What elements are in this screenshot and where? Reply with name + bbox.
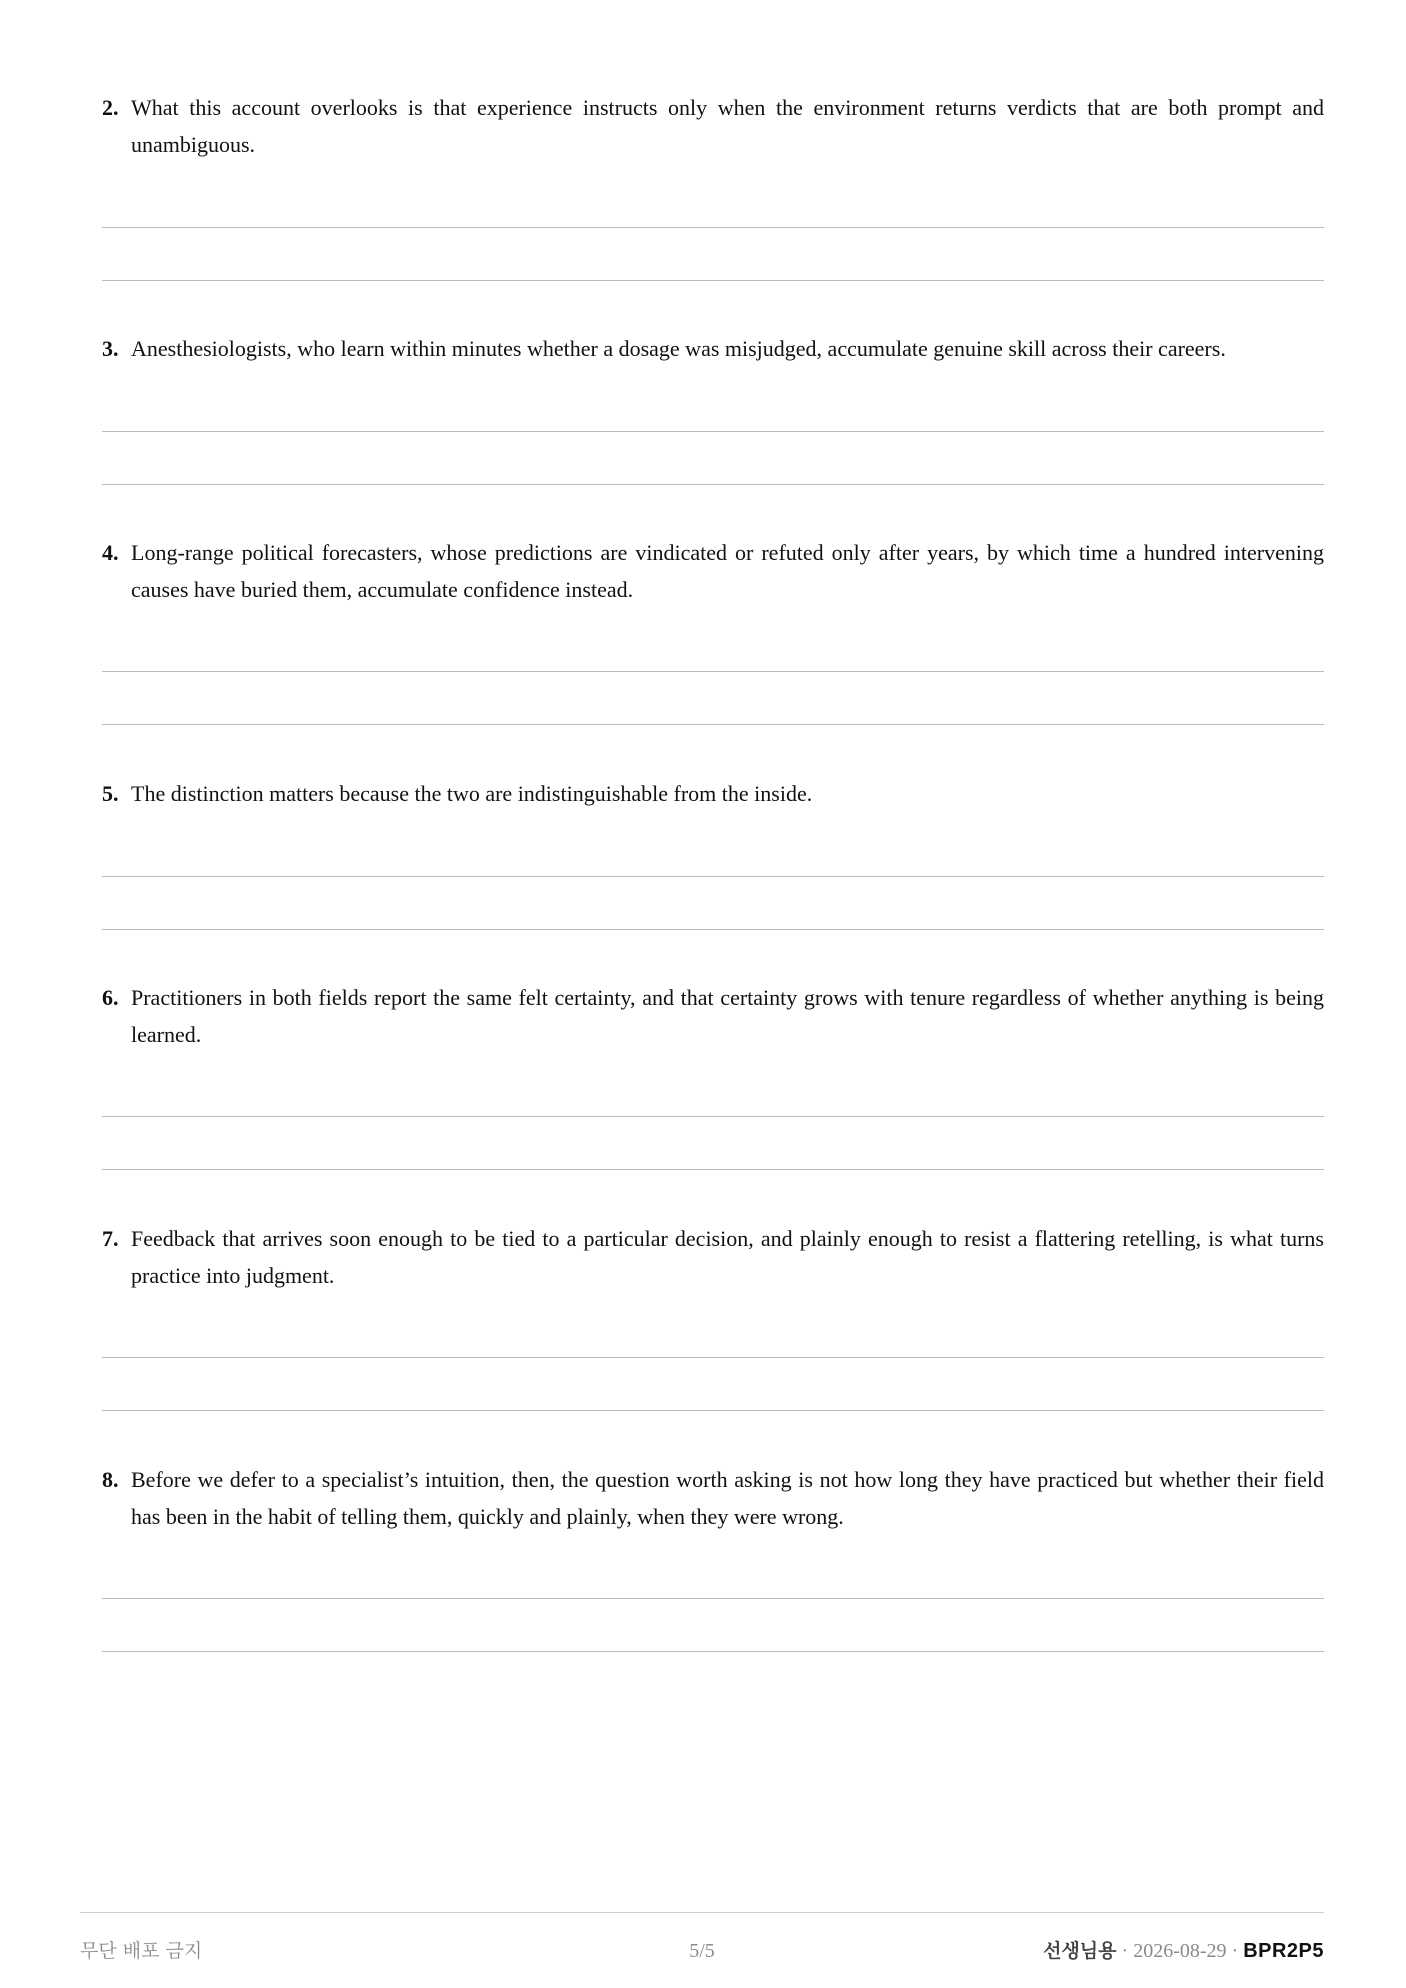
question-text: Practitioners in both fields report the same felt certainty, and that certainty grows with tenure regardless of whether anything is being learned. (131, 985, 1324, 1047)
question-text: Long-range political forecasters, whose predictions are vindicated or refuted only after years, by which time a hundred intervening causes have buried them, accumulate confidence instead. (131, 540, 1324, 602)
question-text: Feedback that arrives soon enough to be tied to a particular decision, and plainly enough to resist a flattering retelling, is what turns practice into judgment. (131, 1226, 1324, 1288)
question-item (102, 89, 1324, 163)
question-text: Before we defer to a specialist’s intuition, then, the question worth asking is not how long they have practiced but whether their field has been in the habit of telling them, quickly and plainly, when they were wrong. (131, 1467, 1324, 1529)
audience-label: 선생님용 (1043, 1940, 1117, 1962)
page-number: 5/5 (689, 1940, 715, 1962)
question-number: 6. (102, 985, 119, 1010)
question-number: 4. (102, 540, 119, 565)
answer-line[interactable] (102, 724, 1324, 725)
question-item (102, 775, 1324, 812)
question-number: 3. (102, 336, 119, 361)
answer-line[interactable] (102, 1357, 1324, 1358)
question-number: 5. (102, 781, 119, 806)
question-text: Anesthesiologists, who learn within minutes whether a dosage was misjudged, accumulate genuine skill across their careers. (131, 336, 1226, 361)
answer-line[interactable] (102, 1116, 1324, 1117)
distribution-notice: 무단 배포 금지 (80, 1940, 203, 1962)
question-number: 2. (102, 95, 119, 120)
answer-line[interactable] (102, 929, 1324, 930)
answer-line[interactable] (102, 484, 1324, 485)
document-code: BPR2P5 (1243, 1940, 1324, 1962)
question-item (102, 1220, 1324, 1294)
question-number: 7. (102, 1226, 119, 1251)
footer-date: 2026-08-29 (1133, 1940, 1227, 1962)
question-item (102, 979, 1324, 1053)
question-item (102, 1461, 1324, 1535)
question-number: 8. (102, 1467, 119, 1492)
answer-line[interactable] (102, 1169, 1324, 1170)
page-footer (80, 1936, 1324, 1966)
question-text: The distinction matters because the two are indistinguishable from the inside. (131, 781, 813, 806)
question-item (102, 330, 1324, 367)
question-text: What this account overlooks is that experience instructs only when the environment returns verdicts that are both prompt and unambiguous. (131, 95, 1324, 157)
answer-line[interactable] (102, 280, 1324, 281)
separator: · (1116, 1940, 1134, 1962)
answer-line[interactable] (102, 1598, 1324, 1599)
question-item (102, 534, 1324, 608)
answer-line[interactable] (102, 1410, 1324, 1411)
answer-line[interactable] (102, 1651, 1324, 1652)
footer-meta (1043, 1936, 1324, 1966)
answer-line[interactable] (102, 227, 1324, 228)
answer-line[interactable] (102, 671, 1324, 672)
answer-line[interactable] (102, 431, 1324, 432)
footer-divider (80, 1912, 1324, 1913)
answer-line[interactable] (102, 876, 1324, 877)
separator: · (1226, 1940, 1244, 1962)
